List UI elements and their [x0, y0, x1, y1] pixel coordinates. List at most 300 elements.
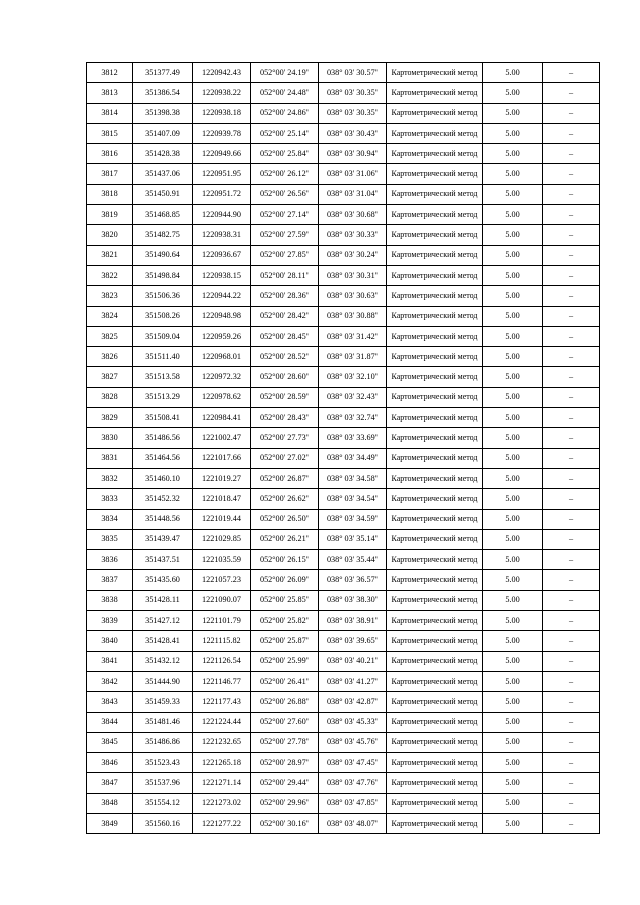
longitude-cell: 038° 03' 45.33"	[319, 712, 387, 732]
method-cell: Картометрический метод	[387, 286, 483, 306]
table-row	[87, 326, 600, 346]
method-cell: Картометрический метод	[387, 489, 483, 509]
y-coordinate-cell: 1220944.22	[193, 286, 251, 306]
coordinates-table	[86, 62, 600, 834]
accuracy-cell: 5.00	[483, 509, 543, 529]
table-row	[87, 813, 600, 833]
point-number-cell: 3835	[87, 529, 133, 549]
x-coordinate-cell: 351511.40	[133, 347, 193, 367]
latitude-cell: 052°00' 27.73"	[251, 428, 319, 448]
latitude-cell: 052°00' 25.87"	[251, 631, 319, 651]
point-number-cell: 3846	[87, 753, 133, 773]
table-row	[87, 306, 600, 326]
longitude-cell: 038° 03' 32.43"	[319, 387, 387, 407]
table-row	[87, 83, 600, 103]
longitude-cell: 038° 03' 42.87"	[319, 692, 387, 712]
longitude-cell: 038° 03' 34.58"	[319, 468, 387, 488]
y-coordinate-cell: 1220942.43	[193, 63, 251, 83]
note-cell: –	[543, 692, 600, 712]
x-coordinate-cell: 351444.90	[133, 671, 193, 691]
longitude-cell: 038° 03' 41.27"	[319, 671, 387, 691]
x-coordinate-cell: 351407.09	[133, 123, 193, 143]
table-row	[87, 164, 600, 184]
coordinates-table-body	[87, 63, 600, 834]
y-coordinate-cell: 1221101.79	[193, 611, 251, 631]
accuracy-cell: 5.00	[483, 367, 543, 387]
x-coordinate-cell: 351437.51	[133, 550, 193, 570]
latitude-cell: 052°00' 25.82"	[251, 611, 319, 631]
latitude-cell: 052°00' 26.56"	[251, 184, 319, 204]
longitude-cell: 038° 03' 31.04"	[319, 184, 387, 204]
table-row	[87, 265, 600, 285]
accuracy-cell: 5.00	[483, 753, 543, 773]
note-cell: –	[543, 103, 600, 123]
x-coordinate-cell: 351554.12	[133, 793, 193, 813]
latitude-cell: 052°00' 28.43"	[251, 408, 319, 428]
latitude-cell: 052°00' 28.42"	[251, 306, 319, 326]
y-coordinate-cell: 1220978.62	[193, 387, 251, 407]
point-number-cell: 3827	[87, 367, 133, 387]
table-row	[87, 529, 600, 549]
note-cell: –	[543, 550, 600, 570]
longitude-cell: 038° 03' 47.85"	[319, 793, 387, 813]
x-coordinate-cell: 351432.12	[133, 651, 193, 671]
latitude-cell: 052°00' 29.96"	[251, 793, 319, 813]
note-cell: –	[543, 205, 600, 225]
y-coordinate-cell: 1221277.22	[193, 813, 251, 833]
method-cell: Картометрический метод	[387, 408, 483, 428]
latitude-cell: 052°00' 26.50"	[251, 509, 319, 529]
point-number-cell: 3816	[87, 144, 133, 164]
method-cell: Картометрический метод	[387, 671, 483, 691]
note-cell: –	[543, 631, 600, 651]
table-row	[87, 631, 600, 651]
accuracy-cell: 5.00	[483, 570, 543, 590]
method-cell: Картометрический метод	[387, 306, 483, 326]
note-cell: –	[543, 529, 600, 549]
note-cell: –	[543, 387, 600, 407]
longitude-cell: 038° 03' 45.76"	[319, 732, 387, 752]
note-cell: –	[543, 590, 600, 610]
method-cell: Картометрический метод	[387, 83, 483, 103]
accuracy-cell: 5.00	[483, 671, 543, 691]
y-coordinate-cell: 1220951.72	[193, 184, 251, 204]
note-cell: –	[543, 408, 600, 428]
accuracy-cell: 5.00	[483, 265, 543, 285]
note-cell: –	[543, 83, 600, 103]
point-number-cell: 3836	[87, 550, 133, 570]
x-coordinate-cell: 351482.75	[133, 225, 193, 245]
y-coordinate-cell: 1220936.67	[193, 245, 251, 265]
table-row	[87, 570, 600, 590]
y-coordinate-cell: 1220938.22	[193, 83, 251, 103]
x-coordinate-cell: 351508.41	[133, 408, 193, 428]
accuracy-cell: 5.00	[483, 529, 543, 549]
accuracy-cell: 5.00	[483, 326, 543, 346]
x-coordinate-cell: 351377.49	[133, 63, 193, 83]
accuracy-cell: 5.00	[483, 184, 543, 204]
method-cell: Картометрический метод	[387, 813, 483, 833]
y-coordinate-cell: 1221232.65	[193, 732, 251, 752]
note-cell: –	[543, 184, 600, 204]
x-coordinate-cell: 351513.29	[133, 387, 193, 407]
point-number-cell: 3823	[87, 286, 133, 306]
point-number-cell: 3849	[87, 813, 133, 833]
y-coordinate-cell: 1220944.90	[193, 205, 251, 225]
point-number-cell: 3815	[87, 123, 133, 143]
note-cell: –	[543, 813, 600, 833]
longitude-cell: 038° 03' 35.14"	[319, 529, 387, 549]
y-coordinate-cell: 1220949.66	[193, 144, 251, 164]
point-number-cell: 3828	[87, 387, 133, 407]
x-coordinate-cell: 351468.85	[133, 205, 193, 225]
method-cell: Картометрический метод	[387, 611, 483, 631]
longitude-cell: 038° 03' 30.35"	[319, 83, 387, 103]
latitude-cell: 052°00' 25.84"	[251, 144, 319, 164]
note-cell: –	[543, 265, 600, 285]
latitude-cell: 052°00' 27.02"	[251, 448, 319, 468]
note-cell: –	[543, 63, 600, 83]
accuracy-cell: 5.00	[483, 428, 543, 448]
method-cell: Картометрический метод	[387, 103, 483, 123]
method-cell: Картометрический метод	[387, 123, 483, 143]
longitude-cell: 038° 03' 34.54"	[319, 489, 387, 509]
longitude-cell: 038° 03' 47.76"	[319, 773, 387, 793]
point-number-cell: 3845	[87, 732, 133, 752]
latitude-cell: 052°00' 28.36"	[251, 286, 319, 306]
x-coordinate-cell: 351537.96	[133, 773, 193, 793]
y-coordinate-cell: 1220948.98	[193, 306, 251, 326]
note-cell: –	[543, 245, 600, 265]
method-cell: Картометрический метод	[387, 570, 483, 590]
method-cell: Картометрический метод	[387, 245, 483, 265]
note-cell: –	[543, 286, 600, 306]
accuracy-cell: 5.00	[483, 813, 543, 833]
x-coordinate-cell: 351508.26	[133, 306, 193, 326]
accuracy-cell: 5.00	[483, 408, 543, 428]
latitude-cell: 052°00' 27.14"	[251, 205, 319, 225]
latitude-cell: 052°00' 27.78"	[251, 732, 319, 752]
point-number-cell: 3824	[87, 306, 133, 326]
y-coordinate-cell: 1220938.18	[193, 103, 251, 123]
table-row	[87, 123, 600, 143]
x-coordinate-cell: 351513.58	[133, 367, 193, 387]
note-cell: –	[543, 144, 600, 164]
latitude-cell: 052°00' 27.60"	[251, 712, 319, 732]
y-coordinate-cell: 1221090.07	[193, 590, 251, 610]
point-number-cell: 3814	[87, 103, 133, 123]
table-row	[87, 753, 600, 773]
table-row	[87, 651, 600, 671]
x-coordinate-cell: 351486.86	[133, 732, 193, 752]
latitude-cell: 052°00' 28.45"	[251, 326, 319, 346]
point-number-cell: 3834	[87, 509, 133, 529]
note-cell: –	[543, 651, 600, 671]
y-coordinate-cell: 1221146.77	[193, 671, 251, 691]
latitude-cell: 052°00' 26.15"	[251, 550, 319, 570]
x-coordinate-cell: 351523.43	[133, 753, 193, 773]
longitude-cell: 038° 03' 30.57"	[319, 63, 387, 83]
note-cell: –	[543, 489, 600, 509]
x-coordinate-cell: 351398.38	[133, 103, 193, 123]
y-coordinate-cell: 1221002.47	[193, 428, 251, 448]
note-cell: –	[543, 123, 600, 143]
point-number-cell: 3818	[87, 184, 133, 204]
note-cell: –	[543, 347, 600, 367]
method-cell: Картометрический метод	[387, 326, 483, 346]
accuracy-cell: 5.00	[483, 489, 543, 509]
point-number-cell: 3825	[87, 326, 133, 346]
note-cell: –	[543, 712, 600, 732]
accuracy-cell: 5.00	[483, 103, 543, 123]
point-number-cell: 3843	[87, 692, 133, 712]
x-coordinate-cell: 351428.11	[133, 590, 193, 610]
method-cell: Картометрический метод	[387, 529, 483, 549]
method-cell: Картометрический метод	[387, 631, 483, 651]
point-number-cell: 3812	[87, 63, 133, 83]
accuracy-cell: 5.00	[483, 448, 543, 468]
accuracy-cell: 5.00	[483, 732, 543, 752]
longitude-cell: 038° 03' 38.30"	[319, 590, 387, 610]
table-row	[87, 408, 600, 428]
longitude-cell: 038° 03' 30.43"	[319, 123, 387, 143]
latitude-cell: 052°00' 26.09"	[251, 570, 319, 590]
note-cell: –	[543, 225, 600, 245]
latitude-cell: 052°00' 30.16"	[251, 813, 319, 833]
table-row	[87, 671, 600, 691]
accuracy-cell: 5.00	[483, 631, 543, 651]
latitude-cell: 052°00' 26.41"	[251, 671, 319, 691]
point-number-cell: 3820	[87, 225, 133, 245]
method-cell: Картометрический метод	[387, 428, 483, 448]
table-row	[87, 245, 600, 265]
accuracy-cell: 5.00	[483, 793, 543, 813]
method-cell: Картометрический метод	[387, 468, 483, 488]
y-coordinate-cell: 1221029.85	[193, 529, 251, 549]
x-coordinate-cell: 351439.47	[133, 529, 193, 549]
longitude-cell: 038° 03' 30.68"	[319, 205, 387, 225]
method-cell: Картометрический метод	[387, 550, 483, 570]
table-row	[87, 793, 600, 813]
point-number-cell: 3833	[87, 489, 133, 509]
longitude-cell: 038° 03' 47.45"	[319, 753, 387, 773]
longitude-cell: 038° 03' 30.88"	[319, 306, 387, 326]
longitude-cell: 038° 03' 31.42"	[319, 326, 387, 346]
method-cell: Картометрический метод	[387, 712, 483, 732]
table-row	[87, 63, 600, 83]
table-row	[87, 550, 600, 570]
y-coordinate-cell: 1220984.41	[193, 408, 251, 428]
longitude-cell: 038° 03' 31.87"	[319, 347, 387, 367]
latitude-cell: 052°00' 26.62"	[251, 489, 319, 509]
latitude-cell: 052°00' 28.60"	[251, 367, 319, 387]
method-cell: Картометрический метод	[387, 367, 483, 387]
accuracy-cell: 5.00	[483, 550, 543, 570]
x-coordinate-cell: 351437.06	[133, 164, 193, 184]
note-cell: –	[543, 468, 600, 488]
table-row	[87, 509, 600, 529]
longitude-cell: 038° 03' 34.59"	[319, 509, 387, 529]
accuracy-cell: 5.00	[483, 245, 543, 265]
longitude-cell: 038° 03' 33.69"	[319, 428, 387, 448]
longitude-cell: 038° 03' 38.91"	[319, 611, 387, 631]
note-cell: –	[543, 570, 600, 590]
method-cell: Картометрический метод	[387, 347, 483, 367]
accuracy-cell: 5.00	[483, 286, 543, 306]
x-coordinate-cell: 351427.12	[133, 611, 193, 631]
table-row	[87, 347, 600, 367]
latitude-cell: 052°00' 25.14"	[251, 123, 319, 143]
x-coordinate-cell: 351481.46	[133, 712, 193, 732]
method-cell: Картометрический метод	[387, 692, 483, 712]
x-coordinate-cell: 351460.10	[133, 468, 193, 488]
table-row	[87, 692, 600, 712]
x-coordinate-cell: 351459.33	[133, 692, 193, 712]
method-cell: Картометрический метод	[387, 265, 483, 285]
point-number-cell: 3826	[87, 347, 133, 367]
note-cell: –	[543, 732, 600, 752]
latitude-cell: 052°00' 26.12"	[251, 164, 319, 184]
latitude-cell: 052°00' 24.48"	[251, 83, 319, 103]
x-coordinate-cell: 351490.64	[133, 245, 193, 265]
accuracy-cell: 5.00	[483, 692, 543, 712]
accuracy-cell: 5.00	[483, 651, 543, 671]
x-coordinate-cell: 351448.56	[133, 509, 193, 529]
y-coordinate-cell: 1221126.54	[193, 651, 251, 671]
y-coordinate-cell: 1221019.27	[193, 468, 251, 488]
x-coordinate-cell: 351509.04	[133, 326, 193, 346]
longitude-cell: 038° 03' 31.06"	[319, 164, 387, 184]
table-row	[87, 611, 600, 631]
accuracy-cell: 5.00	[483, 306, 543, 326]
longitude-cell: 038° 03' 30.31"	[319, 265, 387, 285]
latitude-cell: 052°00' 28.59"	[251, 387, 319, 407]
longitude-cell: 038° 03' 39.65"	[319, 631, 387, 651]
note-cell: –	[543, 509, 600, 529]
method-cell: Картометрический метод	[387, 793, 483, 813]
point-number-cell: 3848	[87, 793, 133, 813]
x-coordinate-cell: 351506.36	[133, 286, 193, 306]
longitude-cell: 038° 03' 30.35"	[319, 103, 387, 123]
y-coordinate-cell: 1220968.01	[193, 347, 251, 367]
method-cell: Картометрический метод	[387, 651, 483, 671]
y-coordinate-cell: 1220972.32	[193, 367, 251, 387]
y-coordinate-cell: 1221115.82	[193, 631, 251, 651]
table-row	[87, 184, 600, 204]
method-cell: Картометрический метод	[387, 225, 483, 245]
note-cell: –	[543, 164, 600, 184]
y-coordinate-cell: 1221017.66	[193, 448, 251, 468]
y-coordinate-cell: 1220938.31	[193, 225, 251, 245]
latitude-cell: 052°00' 28.97"	[251, 753, 319, 773]
point-number-cell: 3831	[87, 448, 133, 468]
x-coordinate-cell: 351498.84	[133, 265, 193, 285]
latitude-cell: 052°00' 28.52"	[251, 347, 319, 367]
accuracy-cell: 5.00	[483, 205, 543, 225]
y-coordinate-cell: 1220951.95	[193, 164, 251, 184]
method-cell: Картометрический метод	[387, 144, 483, 164]
y-coordinate-cell: 1221035.59	[193, 550, 251, 570]
method-cell: Картометрический метод	[387, 63, 483, 83]
accuracy-cell: 5.00	[483, 468, 543, 488]
y-coordinate-cell: 1221019.44	[193, 509, 251, 529]
note-cell: –	[543, 326, 600, 346]
method-cell: Картометрический метод	[387, 387, 483, 407]
x-coordinate-cell: 351464.56	[133, 448, 193, 468]
method-cell: Картометрический метод	[387, 753, 483, 773]
y-coordinate-cell: 1221265.18	[193, 753, 251, 773]
longitude-cell: 038° 03' 30.33"	[319, 225, 387, 245]
latitude-cell: 052°00' 27.59"	[251, 225, 319, 245]
x-coordinate-cell: 351428.38	[133, 144, 193, 164]
table-row	[87, 144, 600, 164]
point-number-cell: 3844	[87, 712, 133, 732]
accuracy-cell: 5.00	[483, 123, 543, 143]
point-number-cell: 3838	[87, 590, 133, 610]
method-cell: Картометрический метод	[387, 773, 483, 793]
y-coordinate-cell: 1221057.23	[193, 570, 251, 590]
y-coordinate-cell: 1221018.47	[193, 489, 251, 509]
y-coordinate-cell: 1221224.44	[193, 712, 251, 732]
x-coordinate-cell: 351486.56	[133, 428, 193, 448]
x-coordinate-cell: 351435.60	[133, 570, 193, 590]
method-cell: Картометрический метод	[387, 732, 483, 752]
latitude-cell: 052°00' 25.99"	[251, 651, 319, 671]
accuracy-cell: 5.00	[483, 225, 543, 245]
point-number-cell: 3822	[87, 265, 133, 285]
y-coordinate-cell: 1220939.78	[193, 123, 251, 143]
x-coordinate-cell: 351386.54	[133, 83, 193, 103]
table-row	[87, 773, 600, 793]
accuracy-cell: 5.00	[483, 83, 543, 103]
table-row	[87, 428, 600, 448]
accuracy-cell: 5.00	[483, 712, 543, 732]
accuracy-cell: 5.00	[483, 773, 543, 793]
note-cell: –	[543, 448, 600, 468]
x-coordinate-cell: 351450.91	[133, 184, 193, 204]
table-row	[87, 590, 600, 610]
latitude-cell: 052°00' 24.86"	[251, 103, 319, 123]
longitude-cell: 038° 03' 35.44"	[319, 550, 387, 570]
longitude-cell: 038° 03' 48.07"	[319, 813, 387, 833]
accuracy-cell: 5.00	[483, 347, 543, 367]
latitude-cell: 052°00' 26.21"	[251, 529, 319, 549]
y-coordinate-cell: 1220959.26	[193, 326, 251, 346]
y-coordinate-cell: 1221271.14	[193, 773, 251, 793]
latitude-cell: 052°00' 24.19"	[251, 63, 319, 83]
accuracy-cell: 5.00	[483, 144, 543, 164]
point-number-cell: 3817	[87, 164, 133, 184]
table-row	[87, 489, 600, 509]
point-number-cell: 3842	[87, 671, 133, 691]
latitude-cell: 052°00' 28.11"	[251, 265, 319, 285]
method-cell: Картометрический метод	[387, 448, 483, 468]
table-row	[87, 367, 600, 387]
note-cell: –	[543, 793, 600, 813]
point-number-cell: 3813	[87, 83, 133, 103]
longitude-cell: 038° 03' 40.21"	[319, 651, 387, 671]
note-cell: –	[543, 306, 600, 326]
table-row	[87, 387, 600, 407]
method-cell: Картометрический метод	[387, 590, 483, 610]
longitude-cell: 038° 03' 30.94"	[319, 144, 387, 164]
longitude-cell: 038° 03' 32.74"	[319, 408, 387, 428]
method-cell: Картометрический метод	[387, 184, 483, 204]
note-cell: –	[543, 773, 600, 793]
note-cell: –	[543, 611, 600, 631]
point-number-cell: 3847	[87, 773, 133, 793]
note-cell: –	[543, 367, 600, 387]
